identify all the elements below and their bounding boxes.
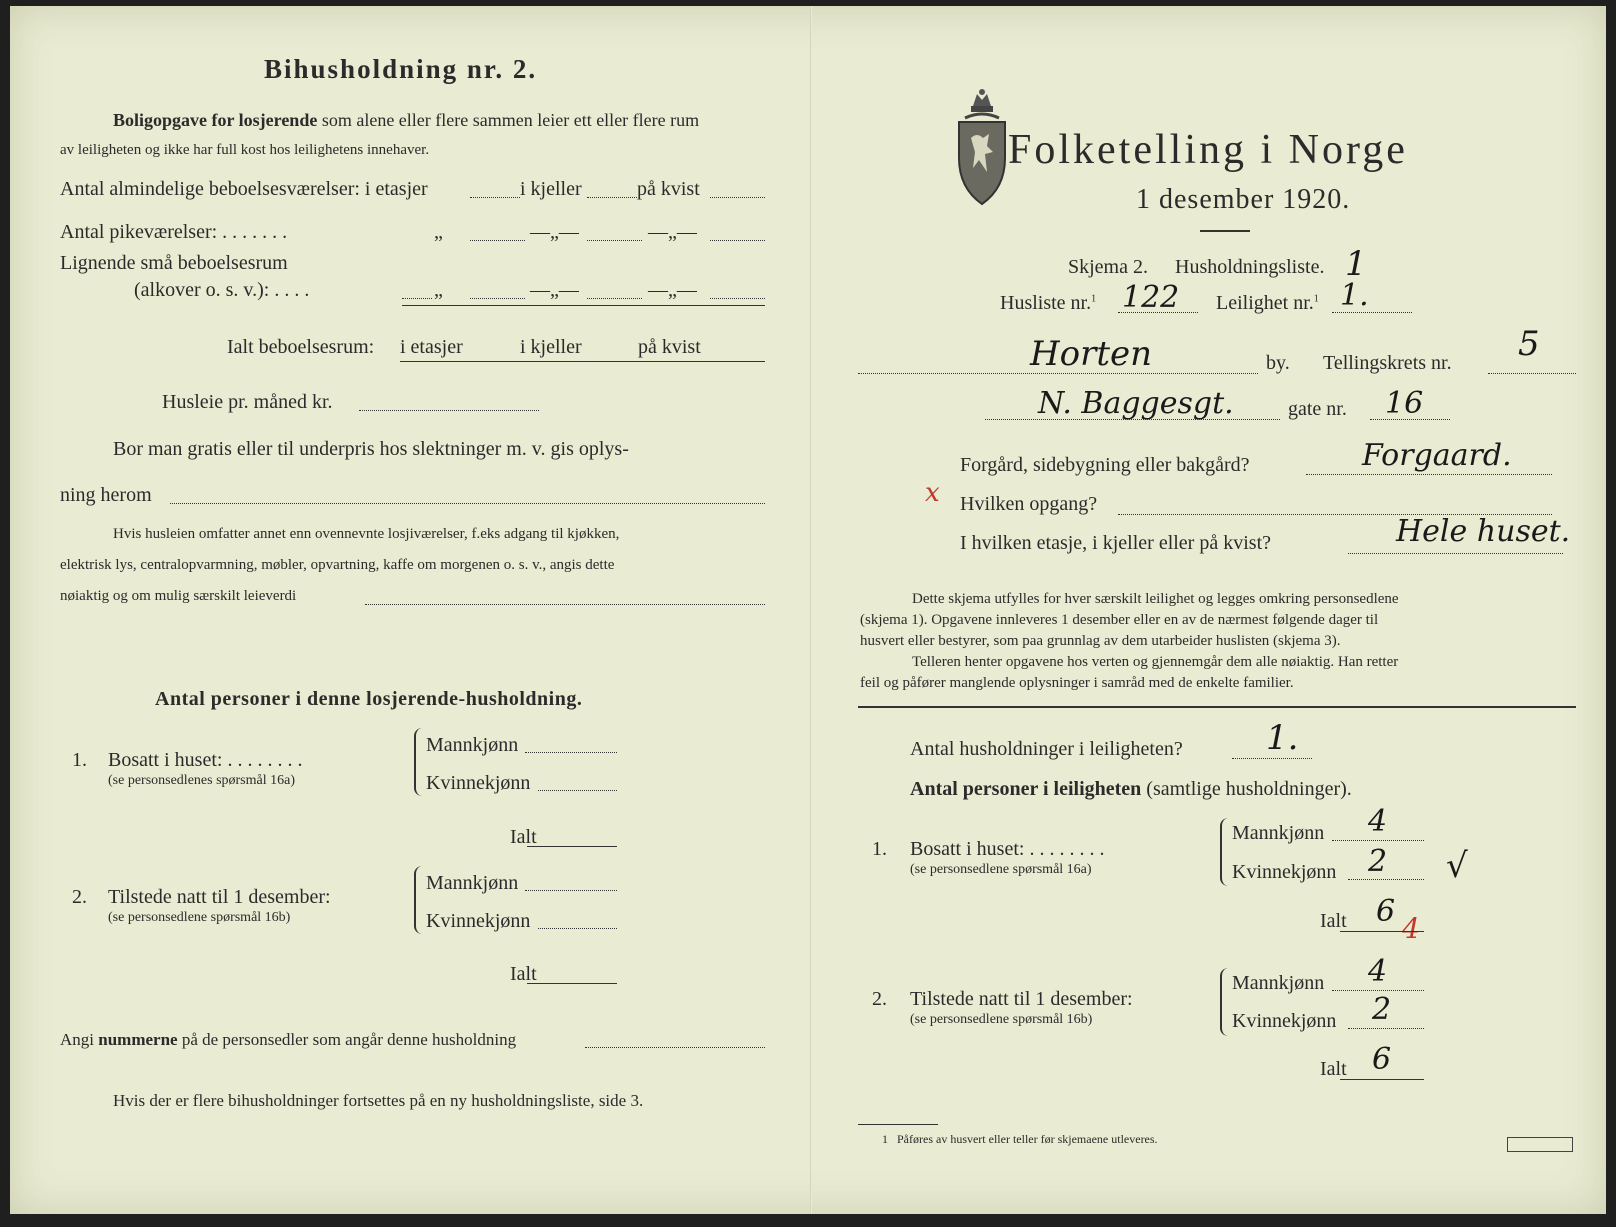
footnote-rule (858, 1124, 938, 1125)
page-fold (810, 6, 812, 1214)
right-q2-sub: (se personsedlene spørsmål 16b) (910, 1012, 1093, 1027)
intro-bold: Boligopgave for losjerende (113, 110, 318, 130)
antal-hus-line (1232, 758, 1312, 759)
info-line-c: husvert eller bestyrer, som paa grunnlag av dem utarbeider huslisten (skjema 3). (860, 633, 1341, 649)
left-q1-brace (414, 728, 426, 796)
left-q2-sub: (se personsedlene spørsmål 16b) (108, 910, 291, 925)
right-q1-label: Bosatt i huset: . . . . . . . . (910, 838, 1105, 860)
note-line (365, 604, 765, 605)
husleie-line (359, 410, 539, 411)
krets-label: Tellingskrets nr. (1323, 352, 1452, 374)
right-q1-ialt-red-value: 4 (1402, 912, 1420, 945)
husliste-label (1000, 292, 1096, 315)
ialt-kvist: på kvist (638, 336, 701, 358)
row2-line-1 (470, 240, 525, 241)
right-q2-kvinne: Kvinnekjønn (1232, 1010, 1337, 1032)
right-q2-ialt-rule (1340, 1079, 1424, 1080)
angi-b: på de personsedler som angår denne husholdning (181, 1030, 517, 1049)
row3-dash-1: —„— (530, 279, 579, 301)
right-title: Folketelling i Norge (1008, 127, 1408, 173)
husliste-line (1118, 312, 1198, 313)
title-rule (1200, 230, 1250, 232)
note-line-a: Hvis husleien omfatter annet enn ovennevnte losjiværelser, f.eks adgang til kjøkken, (113, 526, 620, 542)
row3-label-b: (alkover o. s. v.): . . . . (134, 279, 310, 301)
gate-label: gate nr. (1288, 398, 1347, 420)
row2-label: Antal pikeværelser: . . . . . . . (60, 221, 288, 243)
left-q2-kvinne: Kvinnekjønn (426, 910, 531, 932)
intro-line-1 (113, 110, 699, 131)
left-q1-sub: (se personsedlenes spørsmål 16a) (108, 773, 296, 788)
etasje-line (1348, 553, 1563, 554)
opgang-red-mark: x (925, 478, 940, 508)
row1-kvist-line (710, 197, 765, 198)
row1-kjeller-line (587, 197, 637, 198)
left-q1-mann-line (525, 752, 617, 753)
row3-label-a: Lignende små beboelsesrum (60, 252, 288, 274)
printer-stamp (1507, 1137, 1573, 1152)
angi-dotline (585, 1047, 765, 1048)
gratis-line (170, 503, 765, 504)
row2-line-3 (710, 240, 765, 241)
footnote-num: 1 (882, 1132, 888, 1146)
row3-line-0 (402, 298, 432, 299)
census-form-sheet (10, 6, 1606, 1214)
gate-nr-value: 16 (1385, 386, 1424, 421)
info-rule (858, 706, 1576, 708)
husliste-label-text: Husliste nr. (1000, 292, 1092, 314)
right-persons-bold: Antal personer i leiligheten (910, 778, 1142, 800)
right-q1-sub: (se personsedlene spørsmål 16a) (910, 862, 1092, 877)
angi-a: Angi (60, 1030, 94, 1049)
row3-sum-rule (402, 305, 765, 306)
row3-line-1 (470, 298, 525, 299)
note-line-c: nøiaktig og om mulig særskilt leieverdi (60, 588, 297, 604)
ialt-rule (400, 361, 765, 362)
gate-nr-line (1370, 419, 1450, 420)
info-line-d: Telleren henter opgavene hos verten og gjennemgår dem alle nøiaktig. Han retter (912, 654, 1399, 670)
gate-line (985, 419, 1280, 420)
forgard-value: Forgaard. (1362, 438, 1512, 473)
right-q2-label: Tilstede natt til 1 desember: (910, 988, 1133, 1010)
angi-line (60, 1030, 516, 1050)
left-q2-num: 2. (72, 886, 87, 908)
leilighet-line (1332, 312, 1412, 313)
right-persons-rest: (samtlige husholdninger). (1146, 778, 1352, 800)
left-q1-mann: Mannkjønn (426, 734, 519, 756)
footnote (882, 1132, 1158, 1147)
row3-dash-2: —„— (648, 279, 697, 301)
right-q2-kvinne-value: 2 (1372, 992, 1392, 1027)
row1-etasjer-line (470, 197, 520, 198)
right-q2-brace (1220, 968, 1232, 1036)
right-q1-num: 1. (872, 838, 887, 860)
left-q1-ialt-rule (527, 846, 617, 847)
left-q2-mann-line (525, 890, 617, 891)
left-q2-ialt: Ialt (510, 963, 537, 985)
note-line-b: elektrisk lys, centralopvarmning, møbler, opvartning, kaffe om morgenen o. s. v., angis dette (60, 557, 615, 573)
left-q2-ialt-rule (527, 983, 617, 984)
flere-line: Hvis der er flere bihusholdninger fortsettes på en ny husholdningsliste, side 3. (113, 1091, 644, 1110)
row3-quote: „ (434, 279, 443, 301)
tick-mark: √ (1446, 846, 1468, 886)
husleie-label: Husleie pr. måned kr. (162, 391, 333, 413)
husliste-sup: 1 (1091, 293, 1097, 305)
leilighet-sup: 1 (1313, 293, 1319, 305)
by-line (858, 373, 1258, 374)
left-title: Bihusholdning nr. 2. (264, 54, 538, 84)
row2-dash-2: —„— (648, 221, 697, 243)
by-value: Horten (1030, 334, 1153, 374)
by-label: by. (1266, 352, 1290, 374)
angi-bold: nummerne (98, 1030, 178, 1049)
ialt-etasjer: i etasjer (400, 336, 463, 358)
right-q1-mann-line (1332, 840, 1424, 841)
leilighet-label (1216, 292, 1319, 315)
row1-kjeller: i kjeller (520, 178, 582, 200)
info-line-b: (skjema 1). Opgavene innleveres 1 desember eller en av de nærmest følgende dager til (860, 612, 1379, 628)
left-q1-label: Bosatt i huset: . . . . . . . . (108, 749, 303, 771)
antal-hus-value: 1. (1266, 718, 1299, 758)
row3-line-2 (587, 298, 642, 299)
right-q1-kvinne-value: 2 (1368, 844, 1388, 879)
skjema-handwritten: 1 (1345, 244, 1367, 284)
leilighet-label-text: Leilighet nr. (1216, 292, 1314, 314)
left-q1-ialt: Ialt (510, 826, 537, 848)
row2-dash-1: —„— (530, 221, 579, 243)
ialt-label: Ialt beboelsesrum: (227, 336, 375, 358)
left-q1-kvinne-line (538, 790, 617, 791)
etasje-value: Hele huset. (1396, 514, 1571, 549)
row2-line-2 (587, 240, 642, 241)
row1-label: Antal almindelige beboelsesværelser: i etasjer (60, 178, 428, 200)
left-q2-brace (414, 866, 426, 934)
right-q2-mann-line (1332, 990, 1424, 991)
left-persons-heading: Antal personer i denne losjerende-husholdning. (155, 688, 583, 710)
right-q1-mann-value: 4 (1368, 804, 1388, 839)
right-q2-mann: Mannkjønn (1232, 972, 1325, 994)
right-q1-ialt-value: 6 (1376, 894, 1396, 929)
right-q2-num: 2. (872, 988, 887, 1010)
krets-value: 5 (1518, 324, 1540, 364)
row2-quote: „ (434, 221, 443, 243)
skjema-label: Skjema 2. (1068, 256, 1148, 278)
info-line-e: feil og påfører manglende oplysninger i samråd med de enkelte familier. (860, 675, 1294, 691)
right-q1-kvinne-line (1348, 879, 1424, 880)
row3-line-3 (710, 298, 765, 299)
etasje-label: I hvilken etasje, i kjeller eller på kvist? (960, 532, 1271, 554)
husliste-value: 122 (1122, 280, 1180, 315)
forgard-line (1306, 474, 1552, 475)
right-q1-ialt-rule (1340, 931, 1424, 932)
right-q2-kvinne-line (1348, 1028, 1424, 1029)
row1-kvist: på kvist (637, 178, 700, 200)
right-q2-ialt-value: 6 (1372, 1042, 1392, 1077)
left-q2-label: Tilstede natt til 1 desember: (108, 886, 331, 908)
right-q2-ialt: Ialt (1320, 1058, 1347, 1080)
left-q1-kvinne: Kvinnekjønn (426, 772, 531, 794)
left-q2-kvinne-line (538, 928, 617, 929)
leilighet-value: 1. (1340, 278, 1369, 313)
right-persons-heading (910, 778, 1352, 801)
right-q2-mann-value: 4 (1368, 954, 1388, 989)
left-q1-num: 1. (72, 749, 87, 771)
census-date: 1 desember 1920. (1136, 184, 1351, 215)
norway-coat-of-arms-icon (955, 88, 1009, 206)
gratis-line-b: ning herom (60, 484, 152, 506)
right-q1-kvinne: Kvinnekjønn (1232, 861, 1337, 883)
intro-line-2: av leiligheten og ikke har full kost hos leilighetens innehaver. (60, 142, 430, 158)
ialt-kjeller: i kjeller (520, 336, 582, 358)
intro-rest: som alene eller flere sammen leier ett eller flere rum (321, 110, 700, 130)
right-q1-ialt: Ialt (1320, 910, 1347, 932)
forgard-label: Forgård, sidebygning eller bakgård? (960, 454, 1250, 476)
skjema-name: Husholdningsliste. (1175, 256, 1325, 278)
gate-value: N. Baggesgt. (1038, 386, 1234, 421)
left-q2-mann: Mannkjønn (426, 872, 519, 894)
footnote-text: Påføres av husvert eller teller før skjemaene utleveres. (897, 1132, 1158, 1146)
right-q1-brace (1220, 818, 1232, 886)
right-q1-mann: Mannkjønn (1232, 822, 1325, 844)
gratis-line-a: Bor man gratis eller til underpris hos slektninger m. v. gis oplys- (113, 438, 629, 460)
krets-line (1488, 373, 1576, 374)
antal-hus-label: Antal husholdninger i leiligheten? (910, 738, 1183, 760)
info-line-a: Dette skjema utfylles for hver særskilt leilighet og legges omkring personsedlene (912, 591, 1399, 607)
opgang-label: Hvilken opgang? (960, 493, 1098, 515)
